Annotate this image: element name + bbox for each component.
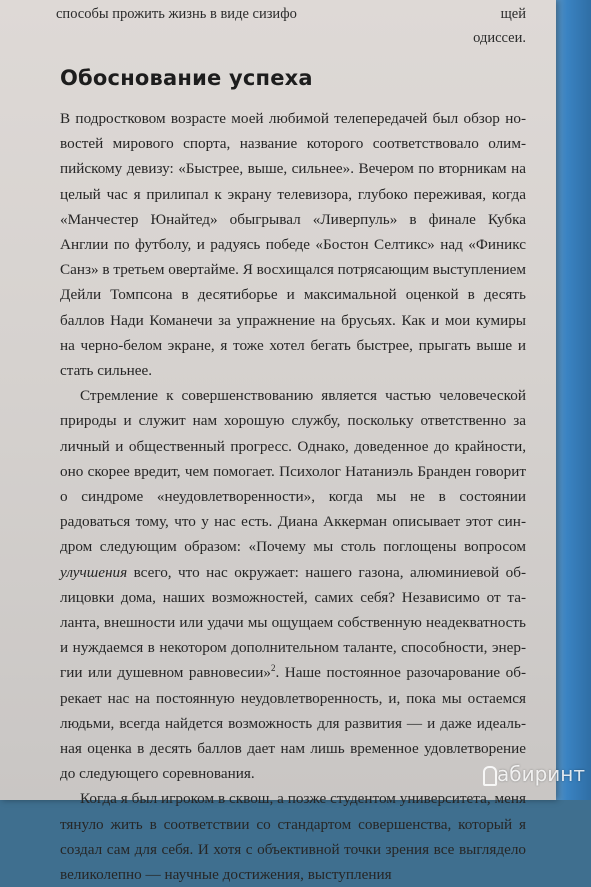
paragraph-2: Стремление к совершенствованию является частью человеческой природы и служит нам хорошую службу, поскольку ответственно за личный и общественный прогресс. Однако, доведенное до крайности, оно скорее вредит, чем помогает. Психолог Натаниэль Бранден говорит о синдроме «неудовлетворенности», когда мы не в состоянии радоваться тому, что у нас есть. Диана Аккерман описывает этот синдром следующим образом: «Почему мы столь поглощены вопросом улучшения всего, что нас окружает: нашего газона, алюминиевой облицовки дома, наших возможностей, самих себя? Независимо от таланта, внешности или удачи мы ощущаем собственную неадекватность и нуждаемся в некотором дополнительном таланте, способности, энергии или душевном равновесии»$^2$. Наше постоянное разочарование обрекает нас на постоянную неудовлетворенность, и, пока мы остаемся людьми, всегда найдется возможность для развития — и даже идеальная оценка в десять баллов дает нам лишь временное удовлетворение до следующего соревнования. (60, 387, 526, 783)
watermark (481, 762, 585, 786)
labirint-logo-icon (481, 764, 495, 784)
body-text (60, 106, 526, 887)
paragraph-1: В подростковом возрасте моей любимой телепередачей был обзор новостей мирового спорта, название которого соответствовало олимпийскому девизу: «Быстрее, выше, сильнее». Вечером по вторникам на целый час я прилипал к экрану телевизора, глубоко переживая, когда «Манчестер Юнайтед» обыгрывал «Ливерпуль» в финале Кубка Англии по футболу, и радуясь победе «Бостон Селтикс» над «Финикс Санз» в третьем овертайме. Я восхищался потрясающим выступлением Дейли Томпсона в десятиборье и максимальной оценкой в десять баллов Нади Команечи за упражнение на брусьях. Как и мои кумиры на черно-белом экране, я тоже хотел бегать быстрее, прыгать выше и стать сильнее. (60, 110, 526, 380)
fragment-line-1: способы прожить жизнь в виде сизифо (56, 6, 297, 22)
emphasis: улучшения (60, 563, 128, 581)
footnote-ref: 2 (270, 663, 276, 674)
watermark-text: абиринт (496, 762, 585, 786)
section-heading: Обоснование успеха (60, 66, 313, 90)
paragraph-3: Когда я был игроком в сквош, а позже студентом университета, меня тянуло жить в соответствии со стандартом совершенства, который я создал сам для себя. И хотя с объективной точки зрения все выглядело великолепно — научные достижения, выступления (60, 790, 526, 884)
fragment-line-1-end: щей (500, 6, 526, 22)
fragment-line-2: одиссеи. (473, 30, 526, 46)
previous-text-fragment (56, 2, 526, 50)
